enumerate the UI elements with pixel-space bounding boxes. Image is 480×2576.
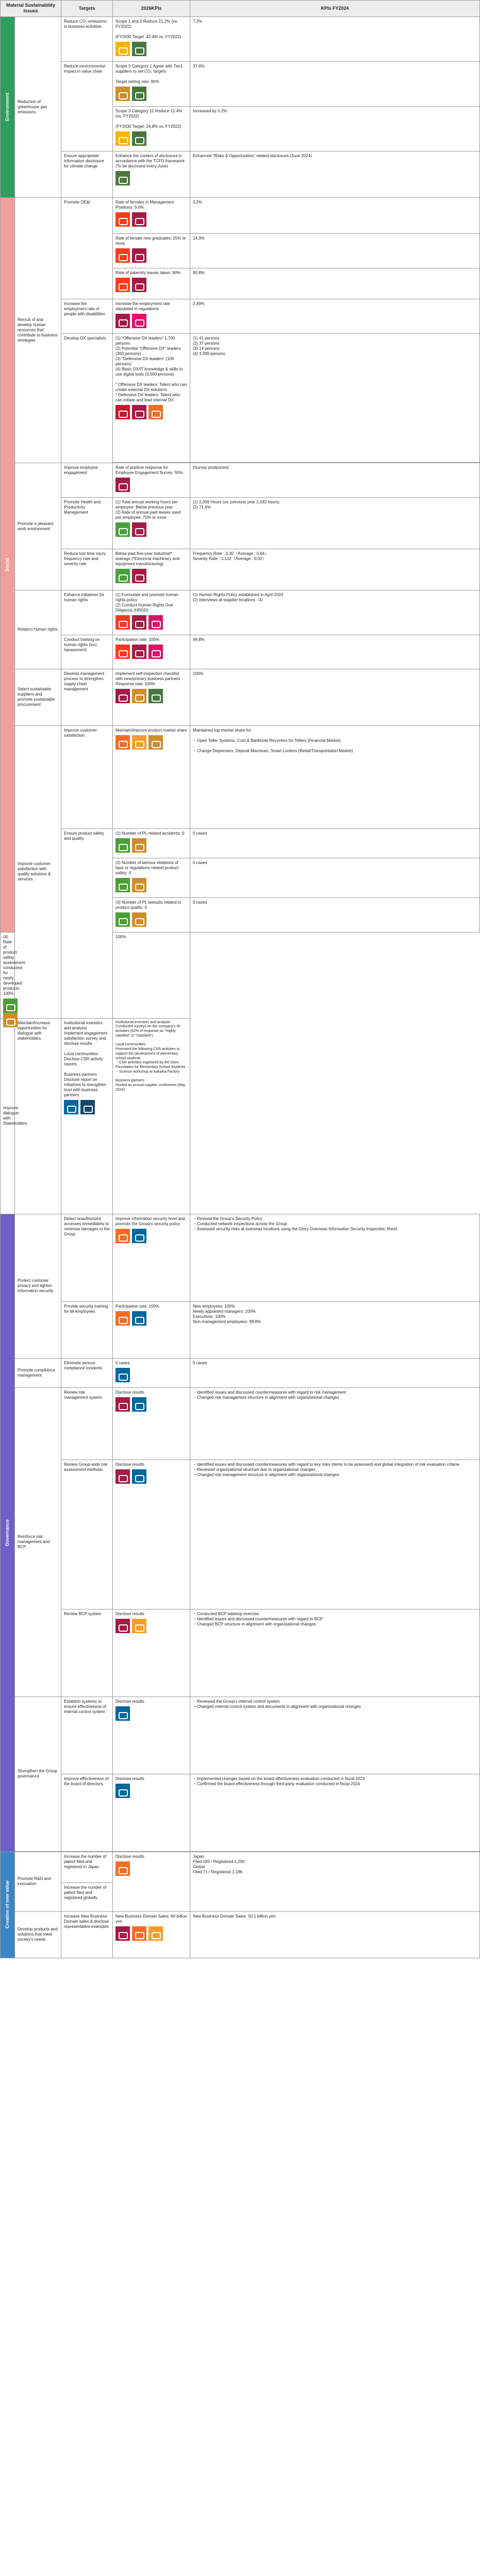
kpi-cell: Participation rate: 100% [113,635,190,669]
kpi-cell: Implement self-inspection checklist with new/primary business partners Response rate: 100% [113,669,190,725]
sdg-health-icon [115,878,130,892]
sdg-icons [115,314,187,329]
sdg-peace-icon [132,1229,146,1243]
sdg-icons [115,1619,187,1634]
sdg-work-icon [115,314,130,328]
target-label: Increase New Business Domain sales & disclose representative examples [61,1911,113,1958]
sdg-icons [115,278,187,293]
kpi-cell: Increase the employment rate stipulated in regulations [113,299,190,333]
sdg-icons [115,1229,187,1244]
result-cell: (Survey postponed) [190,463,480,497]
sdg-consumption-icon [132,689,146,703]
kpi-cell: (1) Total annual working hours per employee: Below previous year (2) Rate of annual paid leaves used per employee: 70% or more [113,497,190,549]
result-cell: (1) 41 persons (2) 37 persons (3) 14 persons (4) 3,399 persons [190,333,480,462]
sdg-industry-icon [132,1926,146,1941]
kpi-cell: (2) Number of serious violations of laws or regulations related product safety: 0 [113,858,190,897]
result-cell: Institutional investors and analysts Conducted surveys on the company's IR activities (62% of response as "Highly satisfied" or "Satisfied") Local communities Promoted the following CSR activities to support the development of elementary school students ・CSR activities organized by the Glory Foundation for Elementary School Students ・Science workshop at Sakaiha Factory Business partners Hosted an annual supplier conference (May 2024) [113,1018,190,1214]
target-label: Increase the number of patent filed and registered in Japan [61,1852,113,1883]
target-label: Enhance initiatives for human rights [61,590,113,635]
issue-label: Protect customer privacy and tighten information security [15,1214,61,1358]
sdg-icons [115,1469,187,1485]
sdg-icons [115,1926,187,1942]
sdg-climate-icon [132,131,146,146]
sdg-icons [115,1706,187,1722]
sdg-climate-icon [148,689,163,703]
category-environment: Environment [1,16,15,197]
sdg-icons [115,1397,187,1413]
sdg-gender-icon [115,278,130,292]
sdg-icons [115,735,187,751]
sdg-work-icon [115,1397,130,1412]
sdg-work-icon [115,1619,130,1633]
sdg-icons [115,42,187,57]
result-cell: ・Implemented changes based on the board effectiveness evaluation conducted in fiscal 2023 ・Confirmed the board effectiveness through third-party evaluation conducted in fiscal 2024 [190,1774,480,1851]
sdg-peace-icon [115,1368,130,1382]
sdg-work-icon [132,248,146,263]
target-label: Detect unauthorized accesses immediately to minimize damages to the Group [61,1214,113,1301]
sdg-icons [115,569,187,584]
issue-label: Strengthen the Group governance [15,1697,61,1851]
kpi-cell: Scope 3 Category 11 Reduce 12.4% (vs. FY2022) (FY2030 Target: 24.8% vs. FY2022) [113,106,190,151]
target-label: Promote Health and Productivity Management [61,497,113,549]
result-cell: 100% [113,932,190,1018]
result-cell: 3.2% [190,197,480,233]
sdg-work-icon [132,645,146,659]
sdg-icons [115,171,187,187]
sdg-gender-icon [115,248,130,263]
sdg-icons [64,1100,110,1115]
result-cell: 0 cases [190,897,480,932]
sdg-gender-icon [115,212,130,227]
issue-label: Respect human rights [15,590,61,669]
target-label: Eliminate serious compliance incidents [61,1358,113,1387]
kpi-cell: Improve information security level and promote the Group's security policy [113,1214,190,1301]
sdg-icons [115,1368,187,1383]
sdg-gender-icon [115,615,130,630]
result-cell: 37.6% [190,61,480,106]
kpi-cell: Disclose results [113,1852,190,1911]
result-cell: ・Revised the Group's Security Policy ・Conducted network inspections across the Group ・Assessed security risks at overseas locations using the Glory Overseas Information Security Inspection Sheet [190,1214,480,1301]
sdg-climate-icon [115,171,130,185]
issue-label: Promote a pleasant work environment [15,463,61,590]
result-cell: 80.8% [190,268,480,299]
kpi-cell: Rate of paternity leaves taken: 90% [113,268,190,299]
sdg-climate-icon [132,87,146,101]
sdg-health-icon [115,569,130,583]
sdg-work-icon [132,278,146,292]
sdg-consumption-icon [132,912,146,927]
result-cell: Enhanced "Risks & Opportunities" related disclosure (June 2024) [190,151,480,197]
result-cell: 100% [190,669,480,725]
sdg-consumption-icon [148,735,163,750]
sdg-icons [115,131,187,147]
sdg-icons [115,838,187,854]
kpi-cell: (3) Number of PL lawsuits related to product quality: 0 [113,897,190,932]
sdg-energy-icon [115,42,130,56]
sdg-icons [115,615,187,631]
header-target: Targets [61,1,113,17]
kpi-cell: 0 cases [113,1358,190,1387]
kpi-cell: (1) "Offensive DX leaders" 1,700 persons (2) Potential "Offensive DX" leaders (300 persons) (3) "Defensive DX leaders" (100 persons) (4) Basic DX/IT knowledge & skills to use digital tools (3,500 persons) * Offensive DX leaders: Talent who can create external DX solutions * Defensive DX leaders: Talent who can initiate and lead internal DX [113,333,190,462]
sdg-work-icon [132,405,146,419]
target-label: Review BCP system [61,1609,113,1697]
result-cell: (1) Human Rights Policy established in April 2024 (2) Interviews at supplier locations（4） [190,590,480,635]
sdg-industry-icon [115,735,130,750]
result-cell: Maintained top market share for ・Open Teller Systems, Coin & Banknote Recyclers for Tellers (Financial Market) ・Change Dispensers, Deposit Machines, Smart Lockers (Retail/Transportation Market) [190,725,480,828]
sdg-cities-icon [132,735,146,750]
sdg-icons [115,87,187,102]
category-governance: Governance [1,1214,15,1852]
kpi-cell: Scope 1 and 2 Reduce 21.2% (vs. FY2022) (FY2030 Target: 42.4% vs. FY2022) [113,16,190,61]
sdg-consumption-icon [115,87,130,101]
sdg-peace-icon [115,1706,130,1721]
sdg-icons [115,248,187,264]
result-cell: Frequency Rate : 0.30（Average : 0.64） Severity Rate : 1.132（Average : 0.02） [190,549,480,590]
kpi-cell: (4) Rate of product safety assessment conducted for newly developed products: 100% [1,932,15,1018]
kpi-cell: (1) Number of PL-related accidents: 0 [113,828,190,858]
target-label: Reduce lost time injury frequency rate and severity rate [61,549,113,590]
target-label: Ensure product safety and quality [61,828,113,1018]
kpi-cell: Participation rate: 100% [113,1301,190,1358]
target-label: Improve employee engagement [61,463,113,497]
kpi-cell: Maintain/improve product market share [113,725,190,828]
kpi-cell: Scope 3 Category 1 Agree with Tier1 suppliers to set CO₂ targets Target setting rate: 80% [113,61,190,106]
sdg-icons [115,689,187,704]
category-new-value: Creation of new value [1,1852,15,1958]
issue-label: Develop products and solutions that meet society's needs [15,1911,61,1958]
sdg-icons [115,478,187,493]
sdg-industry-icon [115,1311,130,1326]
sdg-education-icon [115,405,130,419]
sdg-icons [115,1861,187,1877]
sdg-work-icon [132,522,146,537]
sdg-peace-icon [64,1100,78,1114]
sdg-icons [115,1784,187,1799]
sdg-inequality-icon [132,314,146,328]
sdg-climate-icon [132,42,146,56]
result-cell: 99.8% [190,635,480,669]
target-label: Conduct training on human rights (incl. harassment) [61,635,113,669]
kpi-cell: Disclose results [113,1460,190,1609]
issue-label: Promote R&D and innovation [15,1852,61,1911]
kpi-cell: Rate of females in Management Positions: 5.0% [113,197,190,233]
kpi-cell: Enhance the content of disclosure in accordance with the TCFD framework (To be disclosed every June) [113,151,190,197]
target-label: Reduce environmental impact in value chain [61,61,113,151]
sdg-health-icon [115,838,130,853]
sdg-health-icon [3,998,18,1013]
target-label: Develop management process to strengthen supply chain management [61,669,113,725]
kpi-cell: Disclose results [113,1609,190,1697]
sdg-work-icon [115,478,130,492]
result-cell: (1) 2,009 Hours (vs. previous year 2,032 hours) (2) 71.6% [190,497,480,549]
sdg-work-icon [132,212,146,227]
sdg-icons [115,878,187,893]
kpi-cell: Disclose results [113,1774,190,1851]
target-label: Provide security training for all employees [61,1301,113,1358]
issue-label: Recruit of and develop human resources that contribute to business strategies [15,197,61,463]
sdg-energy-icon [115,131,130,146]
header-kpi: 2026KPIs [113,1,190,17]
target-label: Promote DE&I [61,197,113,299]
sdg-industry-icon [148,405,163,419]
target-label: Review risk management system [61,1387,113,1460]
sdg-health-icon [115,912,130,927]
result-cell: 0 cases [190,858,480,897]
target-label: Develop DX specialists [61,333,113,463]
sdg-cities-icon [148,1926,163,1941]
kpi-cell: Institutional investors and analysts Implement engagement satisfaction survey and disclose results Local communities Disclose CSR activity reports Business partners Disclose report on initiatives to strengthen trust with business partners [61,1018,113,1214]
sdg-industry-icon [115,1861,130,1876]
issue-label: Reinforce risk management and BCP [15,1387,61,1697]
result-cell: Japan Filed 165 / Registered 1,250 Global Filed 71 / Registered 1,186 [190,1852,480,1911]
target-label: Ensure appropriate information disclosure for climate change [61,151,113,197]
sdg-icons [115,912,187,928]
sdg-peace-icon [132,1469,146,1484]
kpi-cell: Disclose results [113,1697,190,1774]
target-label: Establish systems to ensure effectiveness of internal control system [61,1697,113,1774]
sdg-peace-icon [132,1397,146,1412]
sdg-icons [115,522,187,538]
sdg-icons [115,1311,187,1327]
header-result: KPIs FY2024 [190,1,480,17]
target-label: Reduce CO₂ emissions in business activities [61,16,113,61]
sdg-partnership-icon [80,1100,95,1114]
sdg-peace-icon [132,1311,146,1326]
sdg-work-icon [115,1926,130,1941]
kpi-cell: Disclose results [113,1387,190,1460]
sdg-industry-icon [115,1229,130,1243]
sdg-gender-icon [115,645,130,659]
sdg-inequality-icon [148,645,163,659]
result-cell: New employees: 100% Newly appointed managers: 100% Executives: 100% Non-management employees: 99.8% [190,1301,480,1358]
result-cell: 14.3% [190,233,480,268]
sdg-work-icon [132,569,146,583]
kpi-cell: Rate of female new graduates: 25% or more [113,233,190,268]
kpi-cell: (1) Formulate and promote human rights policy (2) Conduct Human Rights Due Diligence (HRDD) [113,590,190,635]
header-issue: Material Sustainability Issues [1,1,61,17]
sdg-inequality-icon [148,615,163,630]
target-label: Maintain/Increase opportunities for dialogue with stakeholders [15,1018,61,1214]
sdg-consumption-icon [132,878,146,892]
result-cell: 0 cases [190,1358,480,1387]
sdg-work-icon [132,615,146,630]
sdg-work-icon [115,689,130,703]
issue-label: Improve customer satisfaction with quality solutions & services [15,725,61,1018]
result-cell: ・Identified issues and discussed countermeasures with regard to risk management ・Changed risk management structure in alignment with organizational changes [190,1387,480,1460]
result-cell: ・Reviewed the Group's internal control system ・Changed internal control system and documents in alignment with organizational changes [190,1697,480,1774]
result-cell: 2.49% [190,299,480,333]
kpi-cell: New Business Domain Sales: 60 billion yen [113,1911,190,1958]
issue-label: Promote compliance management [15,1358,61,1387]
kpi-cell: Below past five-year industrial* average (*Electrical machinery and equipment manufacturing) [113,549,190,590]
issue-label: Reduction of greenhouse gas emissions [15,16,61,197]
target-label: Improve effectiveness of the board of directors. [61,1774,113,1851]
kpi-cell: Rate of positive response for Employee Engagement Survey: 55% [113,463,190,497]
sdg-icons [115,212,187,228]
sdg-icons [115,405,187,420]
sdg-health-icon [115,522,130,537]
result-cell: ・Identified issues and discussed countermeasures with regard to key risks (items to be assessed) and global integration of risk evaluation criteria ・Reviewed organizational structure due to organizational changes ・Changed risk management structure in alignment with organizational changes [190,1460,480,1609]
sdg-peace-icon [115,1784,130,1798]
target-label: Improve customer satisfaction. [61,725,113,828]
sdg-icons [115,645,187,660]
sdg-icons [3,998,12,1014]
issue-label: Select sustainable suppliers and promote sustainable procurement [15,669,61,725]
issue-label: Improve dialogue with Stakeholders [1,1018,15,1214]
sdg-work-icon [115,1469,130,1484]
target-label: Increase the number of patent filed and registered globally [61,1883,113,1911]
header-row [1,1,480,17]
category-social: Social [1,197,15,932]
sdg-cities-icon [132,1619,146,1633]
target-label: Increase the employment rate of people with disabilities [61,299,113,333]
result-cell: ・Conducted BCP tabletop exercise. ・Identified issues and discussed countermeasures with regard to BCP ・Changed BCP structure in alignment with organizational changes [190,1609,480,1697]
result-cell: New Business Domain Sales: 50.1 billion yen [190,1911,480,1958]
result-cell: Increased by 0.2% [190,106,480,151]
sdg-consumption-icon [3,1013,18,1027]
target-label: Review Group-wide risk assessment methods [61,1460,113,1609]
sdg-consumption-icon [132,838,146,853]
result-cell: 0 cases [190,828,480,858]
result-cell: 7.2% [190,16,480,61]
